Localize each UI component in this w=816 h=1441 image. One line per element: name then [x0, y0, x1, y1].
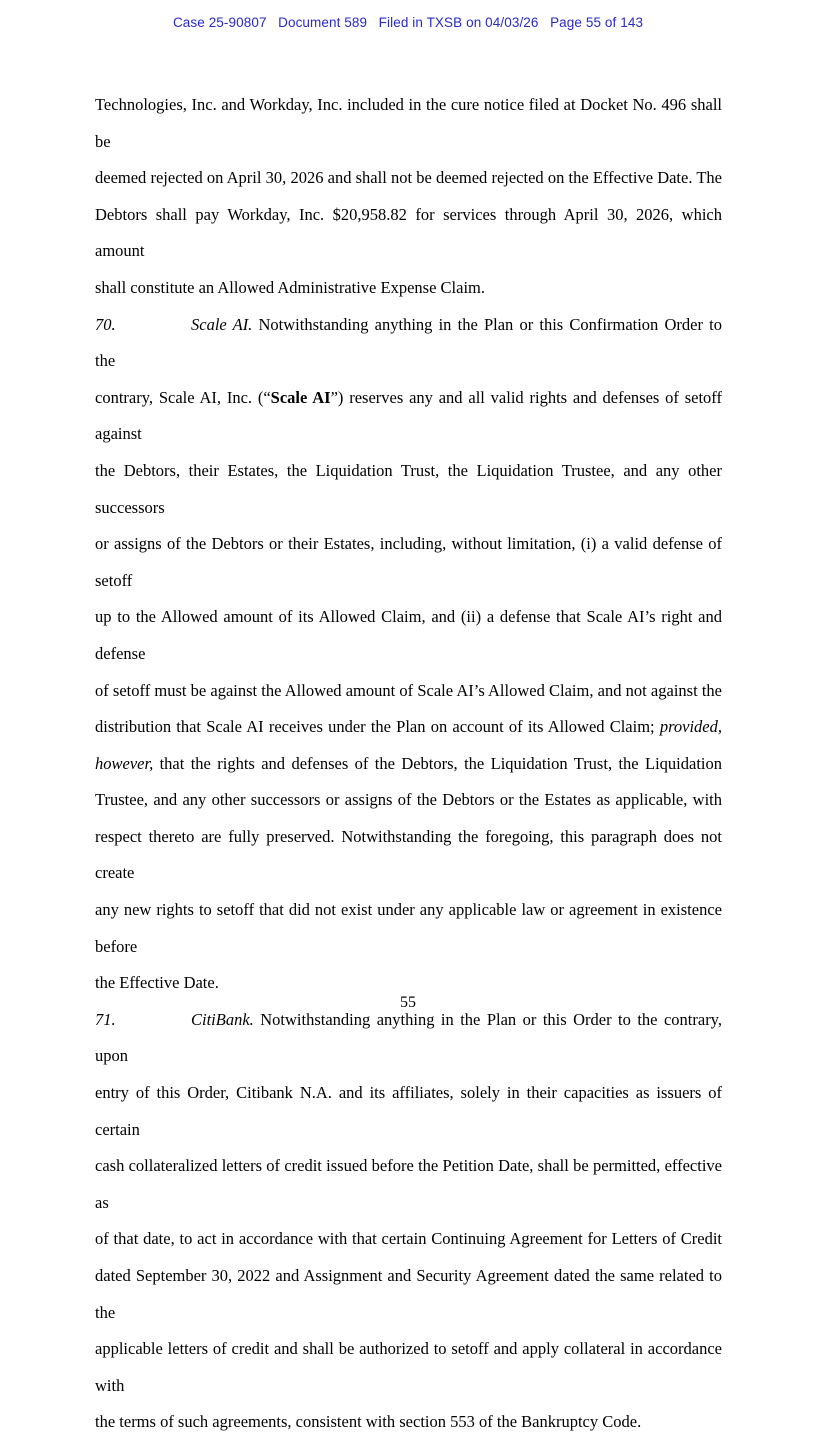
paragraph-number: 71. — [95, 1009, 116, 1029]
text-segment: Scale AI. — [191, 314, 253, 334]
paragraph-workday-cure-continuation — [95, 87, 722, 307]
text-segment: shall constitute an Allowed Administrative Expense Claim. — [95, 277, 485, 297]
court-filing-stamp: Case 25-90807 Document 589 Filed in TXSB on 04/03/26 Page 55 of 143 — [172, 15, 644, 30]
text-segment: that the rights and defenses of the Debtors, the Liquidation Trust, the Liquidation — [153, 753, 722, 773]
document-body — [95, 87, 722, 1441]
text-line — [95, 1148, 722, 1221]
text-segment: respect thereto are fully preserved. Notwithstanding the foregoing, this paragraph does not create — [95, 826, 722, 883]
text-line — [95, 1258, 722, 1331]
text-segment: Trustee, and any other successors or assigns of the Debtors or the Estates as applicable, with — [95, 790, 722, 810]
text-line — [95, 453, 722, 526]
paragraph-71-citibank — [95, 1002, 722, 1441]
text-segment: any new rights to setoff that did not exist under any applicable law or agreement in existence before — [95, 900, 722, 956]
text-segment: entry of this Order, Citibank N.A. and its affiliates, solely in their capacities as issuers of certain — [95, 1083, 722, 1139]
text-segment: CitiBank. — [191, 1009, 254, 1029]
text-line — [95, 599, 722, 672]
text-segment: cash collateralized letters of credit issued before the Petition Date, shall be permitted, effective as — [95, 1156, 722, 1212]
text-segment: provided, — [659, 717, 722, 737]
text-segment: deemed rejected on April 30, 2026 and shall not be deemed rejected on the Effective Date. The — [95, 168, 722, 188]
text-segment: the Debtors, their Estates, the Liquidation Trust, the Liquidation Trustee, and any other successors — [95, 460, 722, 517]
text-segment: Notwithstanding anything in the Plan or this Order to the contrary, upon — [95, 1009, 722, 1066]
text-segment: of that date, to act in accordance with that certain Continuing Agreement for Letters of Credit — [95, 1229, 722, 1249]
text-segment: contrary, Scale AI, Inc. (“ — [95, 387, 271, 407]
text-line — [95, 1331, 722, 1404]
text-line — [95, 1221, 722, 1258]
text-segment: distribution that Scale AI receives under the Plan on account of its Allowed Claim; — [95, 717, 660, 737]
text-segment: Scale AI — [270, 387, 331, 407]
text-line — [95, 746, 722, 783]
text-line — [95, 87, 722, 160]
text-line — [95, 782, 722, 819]
text-line — [95, 160, 722, 197]
text-line — [95, 197, 722, 270]
text-line — [95, 1002, 722, 1075]
text-segment: of setoff must be against the Allowed amount of Scale AI’s Allowed Claim, and not against the — [95, 680, 722, 700]
text-segment: Debtors shall pay Workday, Inc. $20,958.82 for services through April 30, 2026, which amount — [95, 204, 722, 261]
text-line — [95, 380, 722, 453]
text-segment: ”) reserves any and all valid rights and defenses of setoff against — [95, 387, 722, 444]
paragraph-70-scale-ai — [95, 307, 722, 1002]
text-line — [95, 709, 722, 746]
text-line — [95, 892, 722, 965]
text-line — [95, 1075, 722, 1148]
text-segment: up to the Allowed amount of its Allowed Claim, and (ii) a defense that Scale AI’s right and defense — [95, 607, 722, 663]
text-segment: the terms of such agreements, consistent with section 553 of the Bankruptcy Code. — [95, 1412, 642, 1432]
text-segment: Notwithstanding anything in the Plan or this Confirmation Order to the — [95, 314, 722, 371]
text-line — [95, 673, 722, 710]
text-segment: or assigns of the Debtors or their Estates, including, without limitation, (i) a valid defense of setoff — [95, 534, 722, 590]
text-segment: Technologies, Inc. and Workday, Inc. included in the cure notice filed at Docket No. 496 shall be — [95, 95, 722, 151]
text-line — [95, 270, 722, 307]
text-line — [95, 307, 722, 380]
text-segment: however, — [95, 753, 154, 773]
text-line — [95, 819, 722, 892]
text-line — [95, 1404, 722, 1441]
paragraph-number: 70. — [95, 314, 116, 334]
page-number: 55 — [400, 994, 416, 1011]
text-segment: dated September 30, 2022 and Assignment and Security Agreement dated the same related to the — [95, 1266, 722, 1322]
text-segment: the Effective Date. — [95, 973, 219, 993]
text-line — [95, 526, 722, 599]
text-segment: applicable letters of credit and shall be authorized to setoff and apply collateral in accordance with — [95, 1339, 722, 1395]
